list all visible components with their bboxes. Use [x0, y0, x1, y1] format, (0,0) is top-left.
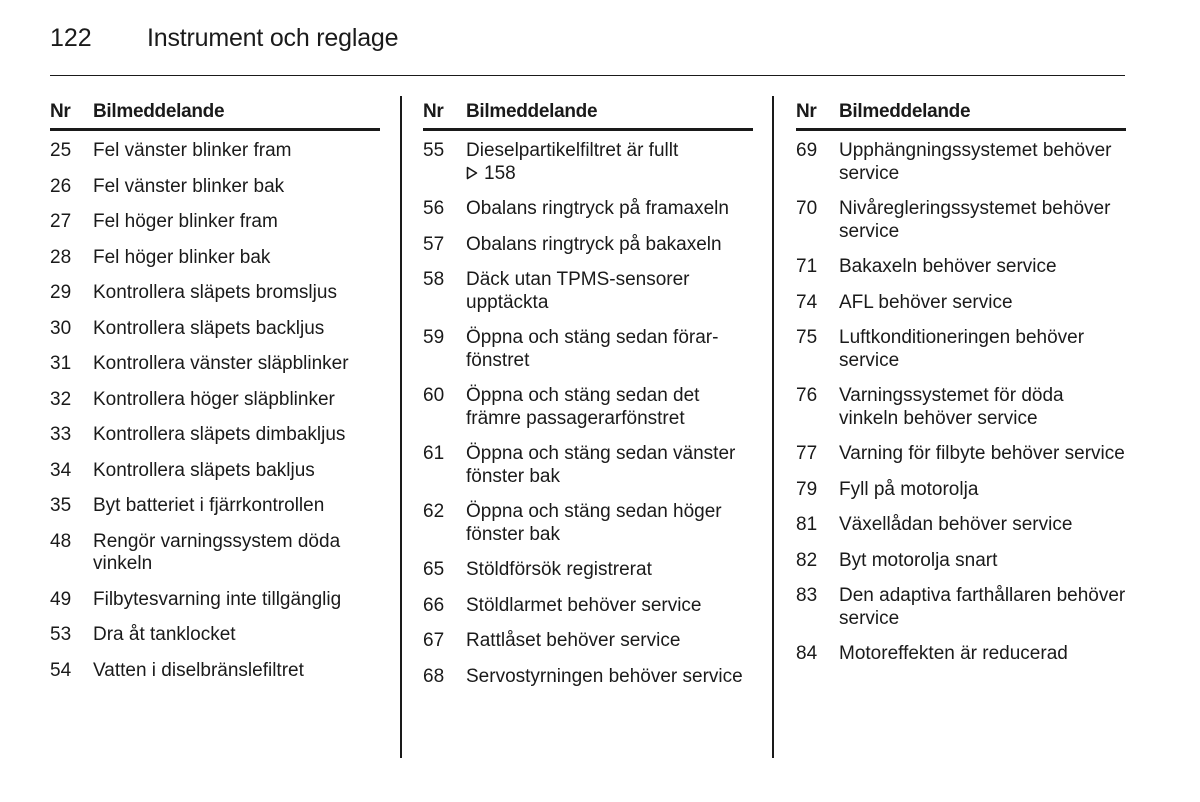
message-entry	[50, 660, 380, 683]
message-entry	[423, 269, 753, 314]
message-number: 83	[796, 585, 818, 606]
message-entry	[423, 595, 753, 618]
message-number: 70	[796, 198, 818, 219]
message-text: Stöldlarmet behöver service	[466, 594, 702, 616]
message-entry	[423, 234, 753, 257]
message-number: 67	[423, 630, 445, 651]
message-list	[796, 131, 1126, 666]
message-number: 76	[796, 385, 818, 406]
message-entry	[423, 385, 753, 430]
message-entry	[50, 282, 380, 305]
message-header: Bilmeddelande	[466, 101, 598, 122]
message-text: Byt batteriet i fjärrkontrollen	[93, 495, 325, 516]
nr-header: Nr	[796, 101, 817, 122]
message-header: Bilmeddelande	[93, 101, 225, 122]
message-entry	[423, 630, 753, 653]
message-number: 75	[796, 327, 818, 348]
message-entry	[50, 460, 380, 483]
message-text: Öppna och stäng sedan det främre passagerarfönstret	[466, 385, 700, 429]
message-text: Den adaptiva farthållaren behöver service	[839, 585, 1126, 629]
page-number: 122	[50, 24, 92, 52]
message-entry	[796, 479, 1126, 502]
message-entry	[50, 389, 380, 412]
column-divider	[400, 96, 402, 758]
message-number: 61	[423, 443, 445, 464]
message-text: Kontrollera släpets backljus	[93, 317, 325, 339]
message-number: 26	[50, 175, 72, 197]
message-text: Fel höger blinker fram	[93, 211, 278, 232]
message-text: Däck utan TPMS-sensorer upptäckta	[466, 269, 690, 313]
message-text: Bakaxeln behöver service	[839, 256, 1057, 277]
message-entry	[423, 198, 753, 221]
message-entry	[423, 327, 753, 372]
message-entry	[50, 211, 380, 234]
message-entry	[50, 318, 380, 341]
message-number: 25	[50, 140, 72, 161]
message-entry	[423, 140, 753, 185]
message-entry	[796, 550, 1126, 573]
message-number: 33	[50, 424, 72, 445]
message-number: 29	[50, 282, 72, 303]
page-reference[interactable]	[466, 163, 753, 186]
message-entry	[50, 176, 380, 199]
message-text: Servostyrningen behöver service	[466, 665, 743, 687]
reference-page-number: 158	[484, 162, 516, 184]
message-text: Fel höger blinker bak	[93, 246, 271, 268]
message-list	[423, 131, 753, 688]
nr-header: Nr	[423, 101, 444, 122]
message-text: Öppna och stäng sedan vänster fönster bak	[466, 443, 736, 487]
message-entry	[796, 140, 1126, 185]
message-entry	[796, 514, 1126, 537]
message-entry	[796, 443, 1126, 466]
header-rule	[50, 75, 1125, 76]
message-number: 34	[50, 459, 72, 481]
message-text: Dra åt tanklocket	[93, 624, 236, 645]
message-text: Rattlåset behöver service	[466, 630, 681, 651]
column-header	[796, 98, 1126, 131]
message-number: 74	[796, 291, 818, 313]
message-text: Upphängningssystemet behöver service	[839, 140, 1112, 184]
message-number: 65	[423, 559, 445, 580]
message-entry	[50, 424, 380, 447]
message-entry	[796, 585, 1126, 630]
message-entry	[50, 247, 380, 270]
message-text: Obalans ringtryck på framaxeln	[466, 198, 729, 219]
message-entry	[796, 327, 1126, 372]
message-text: Motoreffekten är reducerad	[839, 643, 1068, 664]
message-text: Filbytesvarning inte tillgänglig	[93, 588, 342, 610]
message-text: Öppna och stäng sedan höger fönster bak	[466, 501, 722, 545]
message-entry	[423, 666, 753, 689]
message-entry	[796, 198, 1126, 243]
message-entry	[423, 559, 753, 582]
nr-header: Nr	[50, 101, 71, 122]
message-entry	[423, 501, 753, 546]
message-text: Kontrollera vänster släpblinker	[93, 353, 349, 374]
message-text: Obalans ringtryck på bakaxeln	[466, 233, 722, 255]
message-text: Vatten i diselbränslefiltret	[93, 659, 304, 681]
message-number: 84	[796, 643, 818, 664]
message-number: 55	[423, 140, 445, 161]
message-number: 28	[50, 246, 72, 268]
message-number: 32	[50, 388, 72, 410]
message-entry	[796, 643, 1126, 666]
message-number: 79	[796, 478, 818, 500]
message-number: 60	[423, 385, 445, 406]
message-entry	[50, 353, 380, 376]
column-divider	[772, 96, 774, 758]
message-number: 68	[423, 665, 445, 687]
message-text: Växellådan behöver service	[839, 514, 1073, 535]
message-entry	[796, 292, 1126, 315]
message-text: Fyll på motorolja	[839, 478, 979, 500]
message-column-2	[423, 98, 753, 701]
message-column-3	[796, 98, 1126, 679]
message-text: Kontrollera höger släpblinker	[93, 388, 335, 410]
message-text: Varningssystemet för döda vinkeln behöver service	[839, 385, 1064, 429]
message-number: 77	[796, 443, 818, 464]
message-number: 31	[50, 353, 72, 374]
message-number: 59	[423, 327, 445, 348]
column-header	[423, 98, 753, 131]
message-entry	[50, 140, 380, 163]
message-text: Kontrollera släpets dimbakljus	[93, 424, 346, 445]
message-number: 30	[50, 317, 72, 339]
message-number: 27	[50, 211, 72, 232]
message-entry	[50, 531, 380, 576]
message-number: 58	[423, 269, 445, 290]
message-number: 35	[50, 495, 72, 516]
message-text: Luftkonditioneringen behöver service	[839, 327, 1085, 371]
message-text: Dieselpartikelfiltret är fullt	[466, 140, 679, 161]
message-number: 53	[50, 624, 72, 645]
message-text: Fel vänster blinker bak	[93, 175, 285, 197]
column-header	[50, 98, 380, 131]
reference-arrow-icon	[466, 166, 478, 180]
message-number: 82	[796, 549, 818, 571]
message-text: Kontrollera släpets bakljus	[93, 459, 315, 481]
message-number: 66	[423, 594, 445, 616]
message-entry	[423, 443, 753, 488]
message-text: AFL behöver service	[839, 291, 1013, 313]
message-number: 49	[50, 588, 72, 610]
message-text: Byt motorolja snart	[839, 549, 998, 571]
message-entry	[50, 589, 380, 612]
message-number: 48	[50, 530, 72, 552]
page-title: Instrument och reglage	[147, 24, 399, 52]
message-text: Varning för filbyte behöver service	[839, 443, 1125, 464]
message-text: Rengör varningssystem döda vinkeln	[93, 530, 341, 574]
message-text: Fel vänster blinker fram	[93, 140, 292, 161]
message-header: Bilmeddelande	[839, 101, 971, 122]
message-text: Öppna och stäng sedan förar-fönstret	[466, 327, 719, 371]
message-column-1	[50, 98, 380, 695]
message-entry	[50, 624, 380, 647]
message-entry	[796, 385, 1126, 430]
message-number: 62	[423, 501, 445, 522]
message-number: 69	[796, 140, 818, 161]
message-number: 54	[50, 659, 72, 681]
message-entry	[50, 495, 380, 518]
message-number: 81	[796, 514, 818, 535]
message-number: 56	[423, 198, 445, 219]
message-text: Stöldförsök registrerat	[466, 559, 652, 580]
message-number: 71	[796, 256, 818, 277]
message-list	[50, 131, 380, 682]
message-text: Nivåregleringssystemet behöver service	[839, 198, 1111, 242]
message-text: Kontrollera släpets bromsljus	[93, 282, 337, 303]
message-entry	[796, 256, 1126, 279]
message-number: 57	[423, 233, 445, 255]
